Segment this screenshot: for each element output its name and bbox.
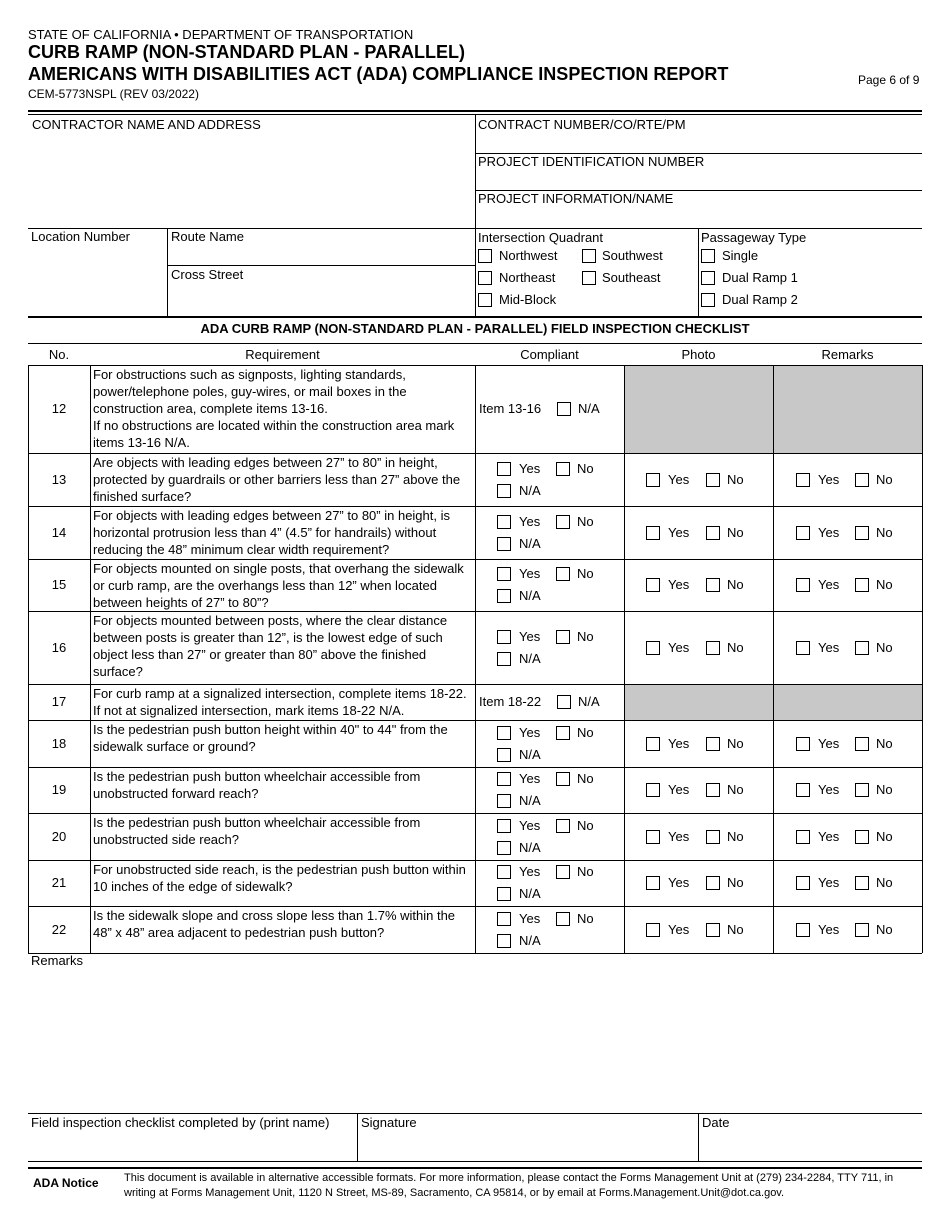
- compliant-na-label: N/A: [519, 588, 541, 603]
- photo-yes-label: Yes: [668, 577, 690, 592]
- compliant-no-checkbox[interactable]: [556, 630, 570, 644]
- compliant-na-checkbox[interactable]: [497, 537, 511, 551]
- remarks-yes-label: Yes: [818, 782, 840, 797]
- compliant-no-checkbox[interactable]: [556, 819, 570, 833]
- photo-no-checkbox[interactable]: [706, 830, 720, 844]
- form-title-2: AMERICANS WITH DISABILITIES ACT (ADA) COMPLIANCE INSPECTION REPORT: [28, 64, 729, 84]
- compliant-na-label: N/A: [519, 793, 541, 808]
- compliant-no-label: No: [577, 513, 594, 529]
- photo-yes-checkbox[interactable]: [646, 473, 660, 487]
- col-header-photo: Photo: [681, 347, 716, 362]
- location-number-field[interactable]: Location Number: [31, 229, 130, 244]
- row-number: 21: [51, 875, 67, 890]
- remarks-yes-label: Yes: [818, 639, 840, 655]
- photo-no-checkbox[interactable]: [706, 641, 720, 655]
- northwest-checkbox[interactable]: [478, 249, 492, 263]
- row-number: 16: [51, 639, 67, 655]
- photo-no-label: No: [727, 921, 744, 937]
- dual-ramp-1-checkbox[interactable]: [701, 271, 715, 285]
- remarks-no-label: No: [876, 471, 893, 487]
- compliant-na-checkbox[interactable]: [497, 484, 511, 498]
- ada-notice-label: ADA Notice: [33, 1176, 99, 1190]
- item-range-label: Item 13-16: [479, 401, 542, 416]
- compliant-yes-label: Yes: [519, 724, 541, 740]
- remarks-no-checkbox[interactable]: [855, 830, 869, 844]
- remarks-yes-checkbox[interactable]: [796, 737, 810, 751]
- remarks-yes-label: Yes: [818, 471, 840, 487]
- remarks-yes-checkbox[interactable]: [796, 876, 810, 890]
- col-header-requirement: Requirement: [245, 347, 320, 362]
- compliant-yes-checkbox[interactable]: [497, 567, 511, 581]
- photo-no-checkbox[interactable]: [706, 578, 720, 592]
- compliant-yes-checkbox[interactable]: [497, 726, 511, 740]
- row-number: 17: [51, 694, 67, 709]
- remarks-no-checkbox[interactable]: [855, 473, 869, 487]
- compliant-no-label: No: [577, 910, 594, 926]
- southeast-label: Southeast: [602, 270, 661, 285]
- compliant-na-label: N/A: [519, 886, 541, 901]
- requirement-text: Is the pedestrian push button height within 40" to 44" from the sidewalk surface or ground?: [93, 722, 448, 754]
- photo-yes-checkbox[interactable]: [646, 578, 660, 592]
- compliant-no-label: No: [577, 817, 594, 833]
- remarks-cell-disabled: [774, 685, 922, 720]
- compliant-yes-checkbox[interactable]: [497, 772, 511, 786]
- photo-no-label: No: [727, 735, 744, 751]
- photo-no-checkbox[interactable]: [706, 473, 720, 487]
- photo-no-label: No: [727, 875, 744, 890]
- remarks-yes-label: Yes: [818, 577, 840, 592]
- completed-by-field[interactable]: Field inspection checklist completed by (print name): [31, 1115, 330, 1130]
- photo-no-label: No: [727, 782, 744, 797]
- remarks-no-checkbox[interactable]: [855, 526, 869, 540]
- photo-yes-label: Yes: [668, 639, 690, 655]
- na-checkbox[interactable]: [557, 695, 571, 709]
- remarks-yes-label: Yes: [818, 921, 840, 937]
- photo-no-checkbox[interactable]: [706, 876, 720, 890]
- compliant-na-checkbox[interactable]: [497, 887, 511, 901]
- compliant-no-label: No: [577, 628, 594, 644]
- row-number: 13: [51, 471, 67, 487]
- photo-yes-checkbox[interactable]: [646, 737, 660, 751]
- compliant-na-checkbox[interactable]: [497, 652, 511, 666]
- remarks-no-label: No: [876, 782, 893, 797]
- photo-yes-checkbox[interactable]: [646, 526, 660, 540]
- single-checkbox[interactable]: [701, 249, 715, 263]
- row-number: 12: [51, 401, 67, 416]
- page-number: Page 6 of 9: [858, 73, 920, 87]
- compliant-no-checkbox[interactable]: [556, 912, 570, 926]
- compliant-yes-label: Yes: [519, 771, 541, 786]
- photo-yes-checkbox[interactable]: [646, 876, 660, 890]
- compliant-yes-label: Yes: [519, 817, 541, 833]
- photo-yes-label: Yes: [668, 735, 690, 751]
- remarks-no-checkbox[interactable]: [855, 783, 869, 797]
- photo-no-label: No: [727, 577, 744, 592]
- compliant-yes-label: Yes: [519, 566, 541, 581]
- signature-field[interactable]: Signature: [361, 1115, 417, 1130]
- col-header-remarks: Remarks: [821, 347, 874, 362]
- photo-cell-disabled: [625, 366, 773, 453]
- form-title-1: CURB RAMP (NON-STANDARD PLAN - PARALLEL): [28, 42, 465, 62]
- compliant-na-label: N/A: [519, 482, 541, 498]
- requirement-text: For objects mounted between posts, where the clear distance between posts is greater than 12”, is the lowest edge of such object less than 27” or greater than 80” above the finished surface?: [93, 613, 448, 679]
- compliant-no-checkbox[interactable]: [556, 515, 570, 529]
- remarks-yes-checkbox[interactable]: [796, 641, 810, 655]
- col-header-compliant: Compliant: [520, 347, 579, 362]
- row-number: 19: [51, 782, 67, 797]
- agency-line: STATE OF CALIFORNIA • DEPARTMENT OF TRANSPORTATION: [28, 27, 414, 42]
- contractor-name-address[interactable]: CONTRACTOR NAME AND ADDRESS: [32, 117, 261, 132]
- compliant-no-label: No: [577, 864, 594, 879]
- compliant-no-checkbox[interactable]: [556, 462, 570, 476]
- mid-block-label: Mid-Block: [499, 292, 557, 307]
- remarks-no-checkbox[interactable]: [855, 641, 869, 655]
- photo-cell-disabled: [625, 685, 773, 720]
- passageway-type-label: Passageway Type: [701, 230, 807, 245]
- northeast-label: Northeast: [499, 270, 556, 285]
- compliant-yes-checkbox[interactable]: [497, 462, 511, 476]
- southeast-checkbox[interactable]: [582, 271, 596, 285]
- photo-yes-label: Yes: [668, 828, 690, 844]
- remarks-yes-label: Yes: [818, 828, 840, 844]
- photo-no-label: No: [727, 471, 744, 487]
- compliant-yes-label: Yes: [519, 513, 541, 529]
- dual-ramp-2-label: Dual Ramp 2: [722, 292, 798, 307]
- remarks-yes-label: Yes: [818, 875, 840, 890]
- photo-no-checkbox[interactable]: [706, 526, 720, 540]
- photo-no-label: No: [727, 828, 744, 844]
- compliant-na-label: N/A: [519, 932, 541, 948]
- na-label: N/A: [578, 401, 600, 416]
- na-label: N/A: [578, 694, 600, 709]
- requirement-text: Is the pedestrian push button wheelchair accessible from unobstructed forward reach?: [93, 769, 421, 801]
- remarks-yes-checkbox[interactable]: [796, 923, 810, 937]
- photo-yes-label: Yes: [668, 524, 690, 540]
- compliant-yes-label: Yes: [519, 864, 541, 879]
- row-number: 22: [51, 921, 67, 937]
- compliant-yes-checkbox[interactable]: [497, 912, 511, 926]
- remarks-no-checkbox[interactable]: [855, 923, 869, 937]
- dual-ramp-1-label: Dual Ramp 1: [722, 270, 798, 285]
- photo-yes-checkbox[interactable]: [646, 923, 660, 937]
- photo-yes-label: Yes: [668, 875, 690, 890]
- photo-yes-label: Yes: [668, 471, 690, 487]
- compliant-yes-checkbox[interactable]: [497, 630, 511, 644]
- compliant-no-label: No: [577, 771, 594, 786]
- photo-yes-checkbox[interactable]: [646, 641, 660, 655]
- requirement-text: Is the sidewalk slope and cross slope less than 1.7% within the 48” x 48” area adjacent to pedestrian push button?: [93, 908, 456, 940]
- remarks-no-label: No: [876, 875, 893, 890]
- remarks-no-label: No: [876, 735, 893, 751]
- remarks-no-checkbox[interactable]: [855, 876, 869, 890]
- photo-yes-label: Yes: [668, 921, 690, 937]
- requirement-text: Are objects with leading edges between 27” to 80” in height, protected by guardrails or other barriers less than 27” above the finished surface?: [93, 455, 461, 504]
- compliant-no-label: No: [577, 566, 594, 581]
- compliant-no-label: No: [577, 724, 594, 740]
- checklist-title: ADA CURB RAMP (NON-STANDARD PLAN - PARALLEL) FIELD INSPECTION CHECKLIST: [200, 321, 750, 336]
- remarks-no-label: No: [876, 639, 893, 655]
- col-header-no: No.: [48, 347, 70, 362]
- remarks-no-label: No: [876, 577, 893, 592]
- compliant-yes-label: Yes: [519, 460, 541, 476]
- northwest-label: Northwest: [499, 248, 558, 263]
- compliant-no-checkbox[interactable]: [556, 772, 570, 786]
- photo-no-label: No: [727, 639, 744, 655]
- remarks-no-label: No: [876, 524, 893, 540]
- requirement-text: For obstructions such as signposts, lighting standards, power/telephone poles, guy-wires, or mail boxes in the construction area, complete items 13-16. If no obstructions are located within the construction area mark items 13-16 N/A.: [93, 367, 455, 450]
- remarks-no-label: No: [876, 921, 893, 937]
- requirement-text: For objects mounted on single posts, that overhang the sidewalk or curb ramp, are the overhangs less than 12” when located between heights of 27” to 80”?: [93, 561, 464, 610]
- row-number: 15: [51, 577, 67, 592]
- compliant-yes-checkbox[interactable]: [497, 515, 511, 529]
- photo-yes-label: Yes: [668, 782, 690, 797]
- compliant-no-label: No: [577, 460, 594, 476]
- remarks-yes-checkbox[interactable]: [796, 473, 810, 487]
- northeast-checkbox[interactable]: [478, 271, 492, 285]
- compliant-na-checkbox[interactable]: [497, 841, 511, 855]
- compliant-na-label: N/A: [519, 746, 541, 762]
- remarks-cell-disabled: [774, 366, 922, 453]
- compliant-yes-label: Yes: [519, 628, 541, 644]
- requirement-text: For objects with leading edges between 27” to 80” in height, is horizontal protrusion less than 4” (4.5” for handrails) without reducing the 48” minimum clear width requirement?: [93, 508, 450, 557]
- date-field[interactable]: Date: [702, 1115, 730, 1130]
- project-id-field[interactable]: PROJECT IDENTIFICATION NUMBER: [478, 154, 705, 169]
- compliant-yes-label: Yes: [519, 910, 541, 926]
- southwest-label: Southwest: [602, 248, 663, 263]
- compliant-na-label: N/A: [519, 839, 541, 855]
- row-number: 18: [51, 735, 67, 751]
- remarks-no-checkbox[interactable]: [855, 578, 869, 592]
- compliant-na-checkbox[interactable]: [497, 589, 511, 603]
- compliant-no-checkbox[interactable]: [556, 865, 570, 879]
- compliant-na-checkbox[interactable]: [497, 934, 511, 948]
- form-id: CEM-5773NSPL (REV 03/2022): [28, 87, 199, 101]
- requirement-text: Is the pedestrian push button wheelchair accessible from unobstructed side reach?: [93, 815, 421, 847]
- compliant-yes-checkbox[interactable]: [497, 865, 511, 879]
- remarks-yes-checkbox[interactable]: [796, 830, 810, 844]
- photo-no-checkbox[interactable]: [706, 737, 720, 751]
- intersection-quadrant-label: Intersection Quadrant: [478, 230, 604, 245]
- single-label: Single: [722, 248, 759, 263]
- remarks-label: Remarks: [31, 953, 84, 968]
- southwest-checkbox[interactable]: [582, 249, 596, 263]
- remarks-yes-label: Yes: [818, 735, 840, 751]
- compliant-na-label: N/A: [519, 650, 541, 666]
- contract-number-field[interactable]: CONTRACT NUMBER/CO/RTE/PM: [478, 117, 686, 132]
- compliant-na-label: N/A: [519, 535, 541, 551]
- remarks-yes-checkbox[interactable]: [796, 526, 810, 540]
- ada-notice-text: This document is available in alternative accessible formats. For more information, please contact the Forms Management Unit at (279) 234-2284, TTY 711, in writing at Forms Management Unit, 1120 N Street, MS-89, Sacramento, CA 95814, or by email at Forms.Management.Unit@dot.ca.gov.: [124, 1172, 894, 1199]
- photo-no-checkbox[interactable]: [706, 783, 720, 797]
- project-info-field[interactable]: PROJECT INFORMATION/NAME: [478, 191, 674, 206]
- compliant-yes-checkbox[interactable]: [497, 819, 511, 833]
- compliant-no-checkbox[interactable]: [556, 726, 570, 740]
- mid-block-checkbox[interactable]: [478, 293, 492, 307]
- remarks-yes-checkbox[interactable]: [796, 578, 810, 592]
- na-checkbox[interactable]: [557, 402, 571, 416]
- requirement-text: For curb ramp at a signalized intersection, complete items 18-22. If not at signalized intersection, mark items 18-22 N/A.: [93, 686, 467, 718]
- photo-yes-checkbox[interactable]: [646, 830, 660, 844]
- cross-street-field[interactable]: Cross Street: [171, 267, 244, 282]
- remarks-yes-label: Yes: [818, 524, 840, 540]
- row-number: 20: [51, 828, 67, 844]
- compliant-no-checkbox[interactable]: [556, 567, 570, 581]
- compliant-na-checkbox[interactable]: [497, 748, 511, 762]
- remarks-no-label: No: [876, 828, 893, 844]
- route-name-field[interactable]: Route Name: [171, 229, 244, 244]
- photo-no-checkbox[interactable]: [706, 923, 720, 937]
- row-number: 14: [51, 524, 67, 540]
- item-range-label: Item 18-22: [479, 694, 542, 709]
- remarks-no-checkbox[interactable]: [855, 737, 869, 751]
- requirement-text: For unobstructed side reach, is the pedestrian push button within 10 inches of the edge of sidewalk?: [93, 862, 466, 894]
- photo-yes-checkbox[interactable]: [646, 783, 660, 797]
- remarks-yes-checkbox[interactable]: [796, 783, 810, 797]
- photo-no-label: No: [727, 524, 744, 540]
- dual-ramp-2-checkbox[interactable]: [701, 293, 715, 307]
- compliant-na-checkbox[interactable]: [497, 794, 511, 808]
